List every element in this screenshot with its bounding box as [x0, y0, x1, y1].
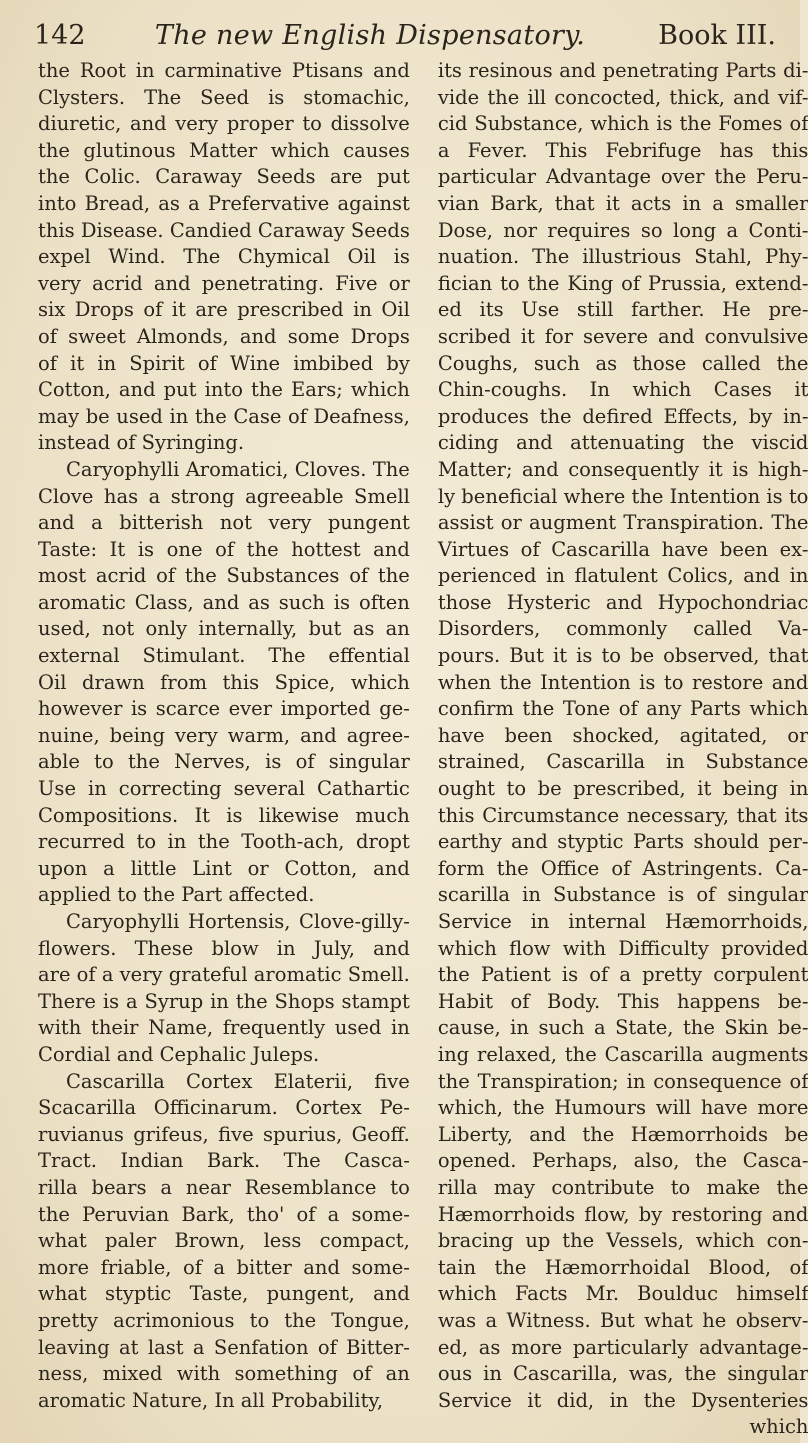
text-line: what paler Brown, less compact, — [38, 1229, 410, 1253]
text-line: fician to the King of Prussia, extend- — [437, 271, 808, 295]
page-number: 142 — [34, 20, 86, 51]
left-column — [38, 58, 410, 1423]
text-line: the Peruvian Bark, tho' of a some- — [38, 1202, 410, 1226]
text-line: ous in Cascarilla, was, the singular — [437, 1362, 808, 1386]
text-line: ness, mixed with something of an — [38, 1362, 410, 1386]
text-line: the Root in carminative Ptisans and — [38, 59, 410, 82]
text-line: recurred to in the Tooth-ach, dropt — [38, 830, 410, 854]
text-line: Scacarilla Officinarum. Cortex Pe- — [38, 1096, 410, 1120]
text-line: cid Substance, which is the Fomes of — [437, 112, 808, 136]
text-line: which, the Humours will have more — [437, 1096, 808, 1120]
text-line: ruvianus grifeus, five spurius, Geoff. — [38, 1122, 410, 1146]
text-line: Matter; and consequently it is high- — [437, 457, 808, 481]
text-columns — [38, 58, 808, 1439]
text-line: Oil drawn from this Spice, which — [38, 670, 410, 694]
text-line: pretty acrimonious to the Tongue, — [38, 1308, 410, 1332]
text-line: applied to the Part affected. — [38, 883, 315, 907]
text-line: however is scarce ever imported ge- — [38, 697, 410, 721]
text-line: rilla may contribute to make the — [437, 1175, 808, 1199]
text-line: rilla bears a near Resemblance to — [38, 1175, 410, 1199]
text-line: tain the Hæmorrhoidal Blood, of — [437, 1255, 808, 1279]
text-line: Habit of Body. This happens be- — [437, 989, 808, 1013]
text-line: assist or augment Transpiration. The — [437, 511, 808, 535]
text-line: aromatic Nature, In all Probability, — [38, 1388, 384, 1412]
text-line: opened. Perhaps, also, the Casca- — [437, 1149, 808, 1173]
text-line: its resinous and penetrating Parts di- — [437, 59, 808, 82]
text-line: very acrid and penetrating. Five or — [38, 271, 410, 295]
text-line: this Circumstance necessary, that its — [437, 803, 808, 827]
text-line: able to the Nerves, is of singular — [38, 750, 410, 774]
text-line: Cotton, and put into the Ears; which — [38, 378, 410, 402]
text-line: ing relaxed, the Cascarilla augments — [437, 1042, 808, 1066]
text-line: Liberty, and the Hæmorrhoids be — [437, 1122, 808, 1146]
text-line: Virtues of Cascarilla have been ex- — [437, 537, 808, 561]
text-line: Chin-coughs. In which Cases it — [437, 378, 808, 402]
text-line: diuretic, and very proper to dissolve — [38, 112, 410, 136]
running-head — [34, 14, 776, 58]
text-line: Clove has a strong agreeable Smell — [38, 484, 410, 508]
text-line: external Stimulant. The effential — [38, 644, 410, 668]
text-line: with their Name, frequently used in — [38, 1016, 410, 1040]
text-line: which flow with Difficulty provided — [437, 936, 808, 960]
text-line: which — [749, 1415, 808, 1439]
text-line: more friable, of a bitter and some- — [38, 1255, 410, 1279]
text-line: expel Wind. The Chymical Oil is — [38, 245, 410, 269]
text-line: Caryophylli Aromatici, Cloves. The — [66, 457, 410, 481]
text-line: what styptic Taste, pungent, and — [38, 1282, 410, 1306]
text-line: cause, in such a State, the Skin be- — [437, 1016, 808, 1040]
text-line: Hæmorrhoids flow, by restoring and — [437, 1202, 808, 1226]
text-line: Use in correcting several Cathartic — [38, 777, 410, 801]
text-line: ciding and attenuating the viscid — [437, 431, 808, 455]
text-line: into Bread, as a Prefervative against — [38, 191, 410, 215]
text-line: this Disease. Candied Caraway Seeds — [38, 218, 410, 242]
text-line: strained, Cascarilla in Substance — [437, 750, 808, 774]
book-number: Book III. — [658, 20, 776, 51]
text-line: vian Bark, that it acts in a smaller — [437, 191, 808, 215]
text-line: produces the defired Effects, by in- — [437, 404, 808, 428]
text-line: flowers. These blow in July, and — [38, 936, 410, 960]
text-line: Coughs, such as those called the — [437, 351, 808, 375]
text-line: Service it did, in the Dysenteries — [437, 1388, 808, 1412]
text-line: form the Office of Astringents. Ca- — [437, 856, 808, 880]
text-line: particular Advantage over the Peru- — [437, 165, 808, 189]
text-line: aromatic Class, and as such is often — [38, 590, 410, 614]
text-line: which Facts Mr. Boulduc himself — [437, 1282, 808, 1306]
text-line: was a Witness. But what he observ- — [437, 1308, 808, 1332]
text-line: perienced in flatulent Colics, and in — [437, 564, 808, 588]
text-line: pours. But it is to be observed, that — [437, 644, 808, 668]
text-line: scarilla in Substance is of singular — [437, 883, 808, 907]
text-line: ought to be prescribed, it being in — [437, 777, 808, 801]
text-line: may be used in the Case of Deafness, — [38, 404, 410, 428]
text-line: ly beneficial where the Intention is to — [437, 484, 808, 508]
text-line: Dose, nor requires so long a Conti- — [437, 218, 808, 242]
text-line: used, not only internally, but as an — [38, 617, 410, 641]
text-line: Cascarilla Cortex Elaterii, five — [66, 1069, 410, 1093]
text-line: a Fever. This Febrifuge has this — [437, 138, 808, 162]
text-line: vide the ill concocted, thick, and vif- — [437, 85, 808, 109]
text-line: six Drops of it are prescribed in Oil — [38, 298, 410, 322]
text-line: ed its Use still farther. He pre- — [437, 298, 808, 322]
text-line: Taste: It is one of the hottest and — [38, 537, 410, 561]
text-line: scribed it for severe and convulsive — [437, 324, 808, 348]
text-line: Caryophylli Hortensis, Clove-gilly- — [66, 910, 410, 933]
text-line: upon a little Lint or Cotton, and — [38, 856, 410, 880]
text-line: There is a Syrup in the Shops stampt — [38, 989, 410, 1013]
text-line: Clysters. The Seed is stomachic, — [38, 85, 410, 109]
text-line: confirm the Tone of any Parts which — [437, 697, 808, 721]
text-line: most acrid of the Substances of the — [38, 564, 410, 588]
text-line: earthy and styptic Parts should per- — [437, 830, 808, 854]
text-line: nuine, being very warm, and agree- — [38, 723, 410, 747]
running-title: The new English Dispensatory. — [154, 20, 586, 51]
text-line: the glutinous Matter which causes — [38, 138, 410, 162]
text-line: the Transpiration; in consequence of — [437, 1069, 808, 1093]
right-column — [437, 58, 808, 1439]
text-line: bracing up the Vessels, which con- — [437, 1229, 808, 1253]
text-line: those Hysteric and Hypochondriac — [437, 590, 808, 614]
text-line: instead of Syringing. — [38, 431, 245, 455]
text-line: of it in Spirit of Wine imbibed by — [38, 351, 410, 375]
text-line: are of a very grateful aromatic Smell. — [38, 963, 410, 987]
text-line: ed, as more particularly advantage- — [437, 1335, 808, 1359]
text-line: Compositions. It is likewise much — [38, 803, 410, 827]
text-line: Service in internal Hæmorrhoids, — [437, 910, 808, 933]
text-line: Tract. Indian Bark. The Casca- — [38, 1149, 410, 1173]
text-line: when the Intention is to restore and — [437, 670, 808, 694]
text-line: Cordial and Cephalic Juleps. — [38, 1042, 320, 1066]
text-line: of sweet Almonds, and some Drops — [38, 324, 410, 348]
text-line: the Colic. Caraway Seeds are put — [38, 165, 410, 189]
text-line: leaving at last a Senfation of Bitter- — [38, 1335, 410, 1359]
text-line: and a bitterish not very pungent — [38, 511, 410, 535]
text-line: the Patient is of a pretty corpulent — [437, 963, 808, 987]
text-line: Disorders, commonly called Va- — [437, 617, 808, 641]
text-line: have been shocked, agitated, or — [437, 723, 808, 747]
text-line: nuation. The illustrious Stahl, Phy- — [437, 245, 808, 269]
